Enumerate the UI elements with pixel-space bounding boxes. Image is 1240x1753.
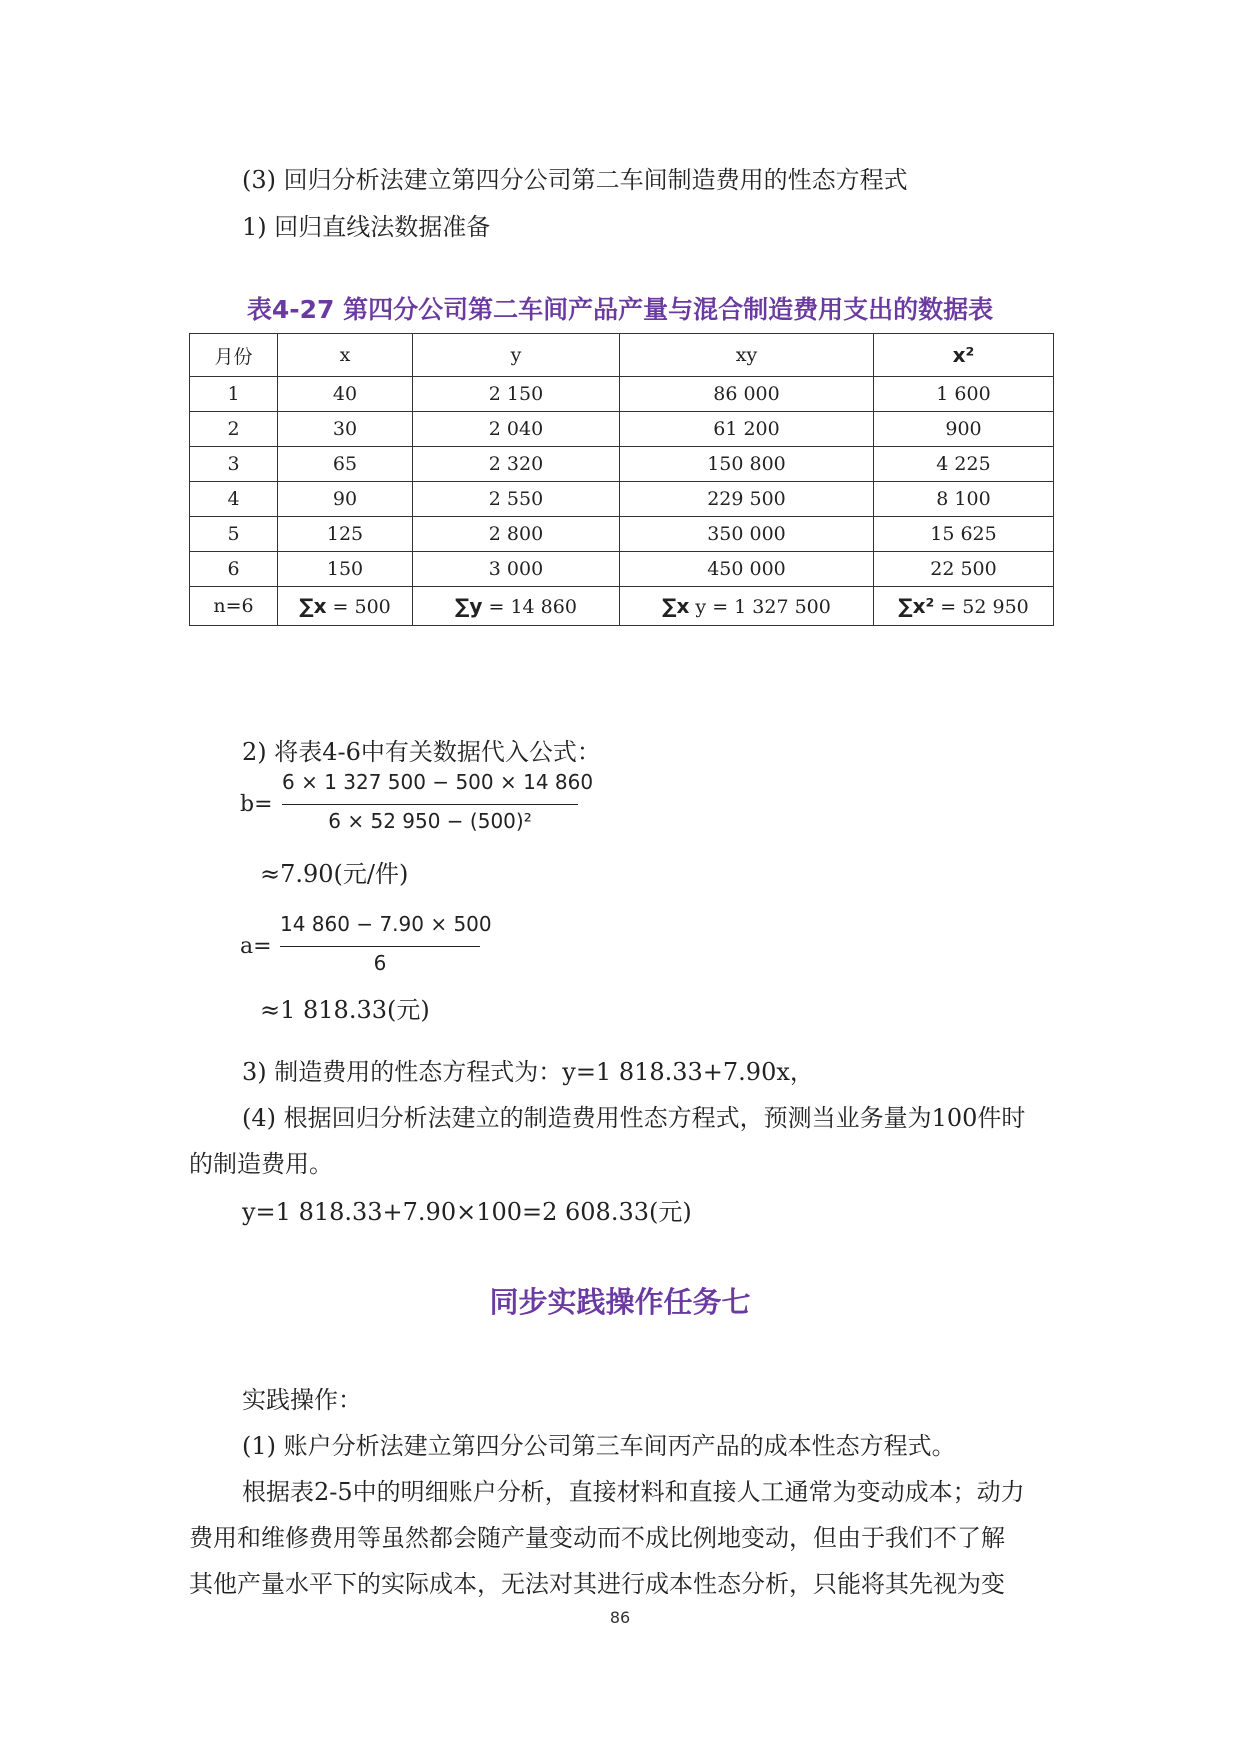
cell-xy: 61 200 [620,412,874,447]
cell-xy: 450 000 [620,552,874,587]
cell-month: 2 [190,412,278,447]
cell-month: 6 [190,552,278,587]
sum-x2: ∑x² = 52 950 [874,587,1054,626]
cell-xy: 229 500 [620,482,874,517]
formula-a-bar [280,946,480,947]
page-number: 86 [609,1608,631,1627]
cell-y: 2 150 [413,377,620,412]
table-row [190,482,1054,517]
header-x: x [278,334,413,377]
step4-line1: (4) 根据回归分析法建立的制造费用性态方程式，预测当业务量为100件时 [242,1104,1026,1132]
cell-y: 2 320 [413,447,620,482]
formula-a-result: ≈1 818.33(元) [260,996,430,1024]
step3-sub2: 2) 将表4-6中有关数据代入公式： [242,738,601,766]
practice-para-line1: 根据表2-5中的明细账户分析，直接材料和直接人工通常为变动成本；动力 [242,1478,1025,1506]
header-xy: xy [620,334,874,377]
sum-y: ∑y = 14 860 [413,587,620,626]
table-row [190,517,1054,552]
sum-xy: ∑x y = 1 327 500 [620,587,874,626]
formula-b-numerator: 6 × 1 327 500 − 500 × 14 860 [282,770,594,794]
practice-para-line2: 费用和维修费用等虽然都会随产量变动而不成比例地变动，但由于我们不了解 [189,1524,1005,1552]
header-month: 月份 [190,334,278,377]
section-title: 同步实践操作任务七 [489,1285,751,1319]
practice-label: 实践操作： [242,1386,362,1414]
table-title: 表4-27 第四分公司第二车间产品产量与混合制造费用支出的数据表 [246,295,994,324]
table-row [190,552,1054,587]
cell-xy: 150 800 [620,447,874,482]
table-row [190,412,1054,447]
practice-para-line3: 其他产量水平下的实际成本，无法对其进行成本性态分析，只能将其先视为变 [189,1570,1005,1598]
cell-x: 65 [278,447,413,482]
practice-item1: (1) 账户分析法建立第四分公司第三车间丙产品的成本性态方程式。 [242,1432,956,1460]
cell-y: 2 040 [413,412,620,447]
cell-month: 1 [190,377,278,412]
formula-b-lhs: b= [240,792,273,817]
step4-calc: y=1 818.33+7.90×100=2 608.33(元) [242,1198,692,1226]
formula-a [240,912,492,982]
cell-x2: 15 625 [874,517,1054,552]
cell-xy: 86 000 [620,377,874,412]
header-y: y [413,334,620,377]
cell-x2: 1 600 [874,377,1054,412]
cell-x: 30 [278,412,413,447]
cell-xy: 350 000 [620,517,874,552]
cell-month: 5 [190,517,278,552]
header-x2: x² [874,334,1054,377]
cell-month: 4 [190,482,278,517]
cell-x: 40 [278,377,413,412]
formula-b [240,770,594,840]
cell-x2: 4 225 [874,447,1054,482]
cell-y: 3 000 [413,552,620,587]
cell-x: 150 [278,552,413,587]
step3-sub1: 1) 回归直线法数据准备 [242,213,491,241]
cell-x: 90 [278,482,413,517]
formula-b-bar [282,804,578,805]
formula-b-denominator: 6 × 52 950 − (500)² [328,809,532,833]
formula-a-lhs: a= [240,934,272,959]
sum-x: ∑x = 500 [278,587,413,626]
formula-b-result: ≈7.90(元/件) [260,860,409,888]
step4-line2: 的制造费用。 [189,1150,333,1178]
cell-x: 125 [278,517,413,552]
data-table [189,333,1054,626]
table-summary-row [190,587,1054,626]
step3-sub3: 3) 制造费用的性态方程式为：y=1 818.33+7.90x， [242,1058,814,1086]
cell-x2: 22 500 [874,552,1054,587]
table-row [190,447,1054,482]
step3-heading: (3) 回归分析法建立第四分公司第二车间制造费用的性态方程式 [242,166,908,194]
cell-x2: 8 100 [874,482,1054,517]
cell-y: 2 550 [413,482,620,517]
table-row [190,377,1054,412]
sum-n: n=6 [190,587,278,626]
formula-a-denominator: 6 [373,951,387,975]
cell-x2: 900 [874,412,1054,447]
table-header-row [190,334,1054,377]
formula-a-numerator: 14 860 − 7.90 × 500 [280,912,492,936]
cell-y: 2 800 [413,517,620,552]
cell-month: 3 [190,447,278,482]
